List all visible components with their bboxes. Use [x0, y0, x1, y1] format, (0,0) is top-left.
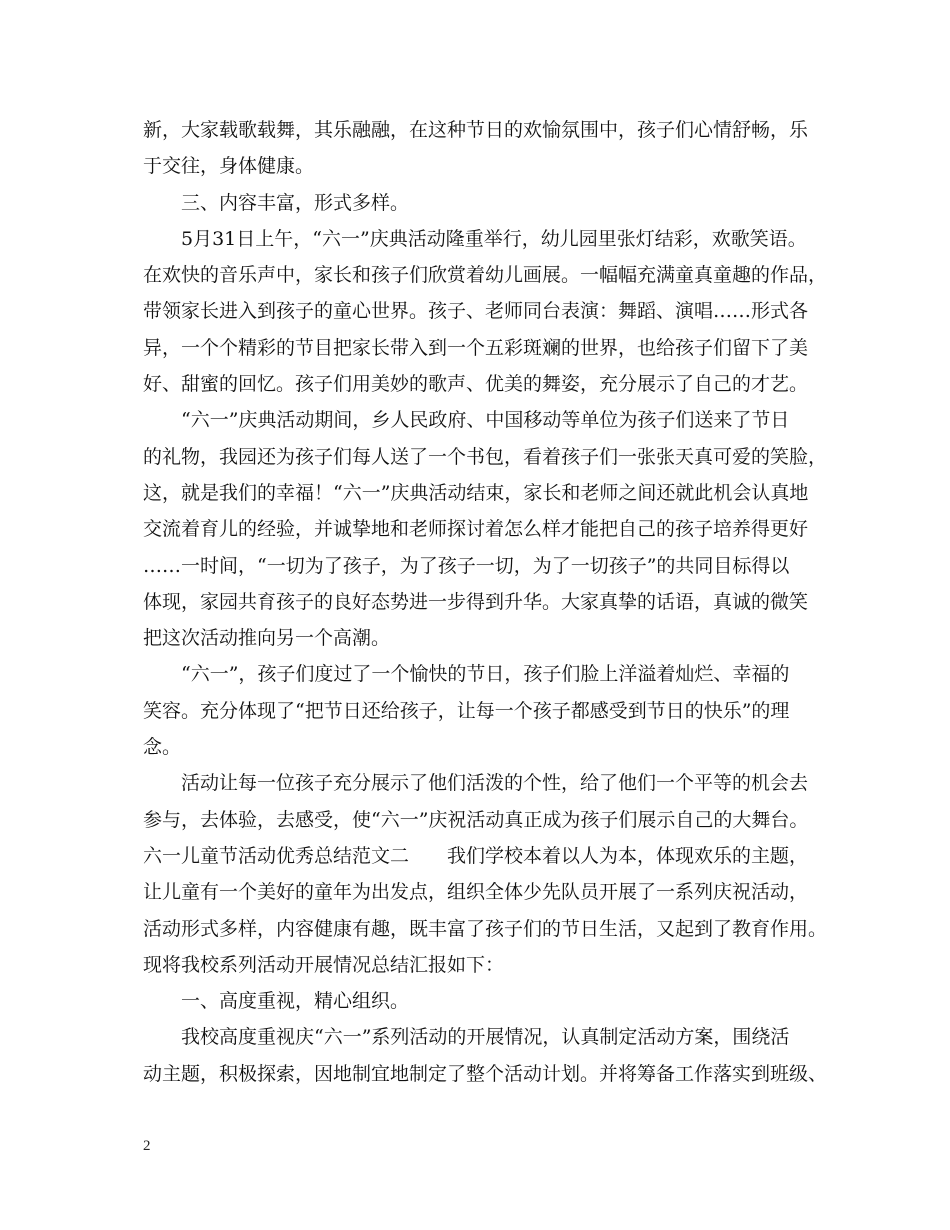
text-line: 5月31日上午，“六一”庆典活动隆重举行，幼儿园里张灯结彩，欢歌笑语。	[181, 227, 807, 250]
text-line: 异，一个个精彩的节目把家长带入到一个五彩斑斓的世界，也给孩子们留下了美	[143, 336, 809, 359]
text-line: 在欢快的音乐声中，家长和孩子们欣赏着幼儿画展。一幅幅充满童真童趣的作品，	[143, 264, 828, 287]
text-line: 体现，家园共育孩子的良好态势进一步得到升华。大家真挚的话语，真诚的微笑	[143, 590, 809, 613]
text-line: 交流着育儿的经验，并诚挚地和老师探讨着怎么样才能把自己的孩子培养得更好	[143, 518, 809, 541]
page-number: 2	[143, 1138, 151, 1154]
text-line: 好、甜蜜的回忆。孩子们用美妙的歌声、优美的舞姿，充分展示了自己的才艺。	[143, 373, 809, 396]
text-line: 现将我校系列活动开展情况总结汇报如下：	[143, 953, 505, 976]
text-line: 动主题，积极探索，因地制宜地制定了整个活动计划。并将筹备工作落实到班级、	[143, 1062, 828, 1085]
text-line: 我校高度重视庆“六一”系列活动的开展情况，认真制定活动方案，围绕活	[181, 1026, 790, 1049]
text-line: 笑容。充分体现了“把节日还给孩子，让每一个孩子都感受到节日的快乐”的理	[143, 699, 790, 722]
text-line: 六一儿童节活动优秀总结范文二 我们学校本着以人为本，体现欢乐的主题，	[143, 844, 809, 867]
text-line: 的礼物，我园还为孩子们每人送了一个书包，看着孩子们一张张天真可爱的笑脸，	[143, 445, 828, 468]
section-heading: 三、内容丰富，形式多样。	[181, 191, 410, 214]
document-body	[143, 112, 828, 1092]
text-line: 这，就是我们的幸福！“六一”庆典活动结束，家长和老师之间还就此机会认真地	[143, 481, 809, 504]
text-line: 活动形式多样，内容健康有趣，既丰富了孩子们的节日生活，又起到了教育作用。	[143, 917, 828, 940]
text-line: “六一”，孩子们度过了一个愉快的节日，孩子们脸上洋溢着灿烂、幸福的	[181, 663, 790, 686]
section-heading: 一、高度重视，精心组织。	[181, 990, 410, 1013]
text-line: 新，大家载歌载舞，其乐融融，在这种节日的欢愉氛围中，孩子们心情舒畅，乐	[143, 119, 809, 141]
text-line: 让儿童有一个美好的童年为出发点，组织全体少先队员开展了一系列庆祝活动，	[143, 881, 809, 904]
text-line: 活动让每一位孩子充分展示了他们活泼的个性，给了他们一个平等的机会去	[181, 772, 809, 795]
text-line: 把这次活动推向另一个高潮。	[143, 627, 391, 650]
text-line: “六一”庆典活动期间，乡人民政府、中国移动等单位为孩子们送来了节日	[181, 409, 790, 432]
text-line: 念。	[143, 736, 182, 759]
text-line: 带领家长进入到孩子的童心世界。孩子、老师同台表演：舞蹈、演唱……形式各	[143, 300, 809, 323]
text-line: ……一时间，“一切为了孩子，为了孩子一切，为了一切孩子”的共同目标得以	[143, 554, 790, 577]
text-line: 于交往，身体健康。	[143, 155, 315, 178]
text-line: 参与，去体验，去感受，使“六一”庆祝活动真正成为孩子们展示自己的大舞台。	[143, 808, 809, 831]
